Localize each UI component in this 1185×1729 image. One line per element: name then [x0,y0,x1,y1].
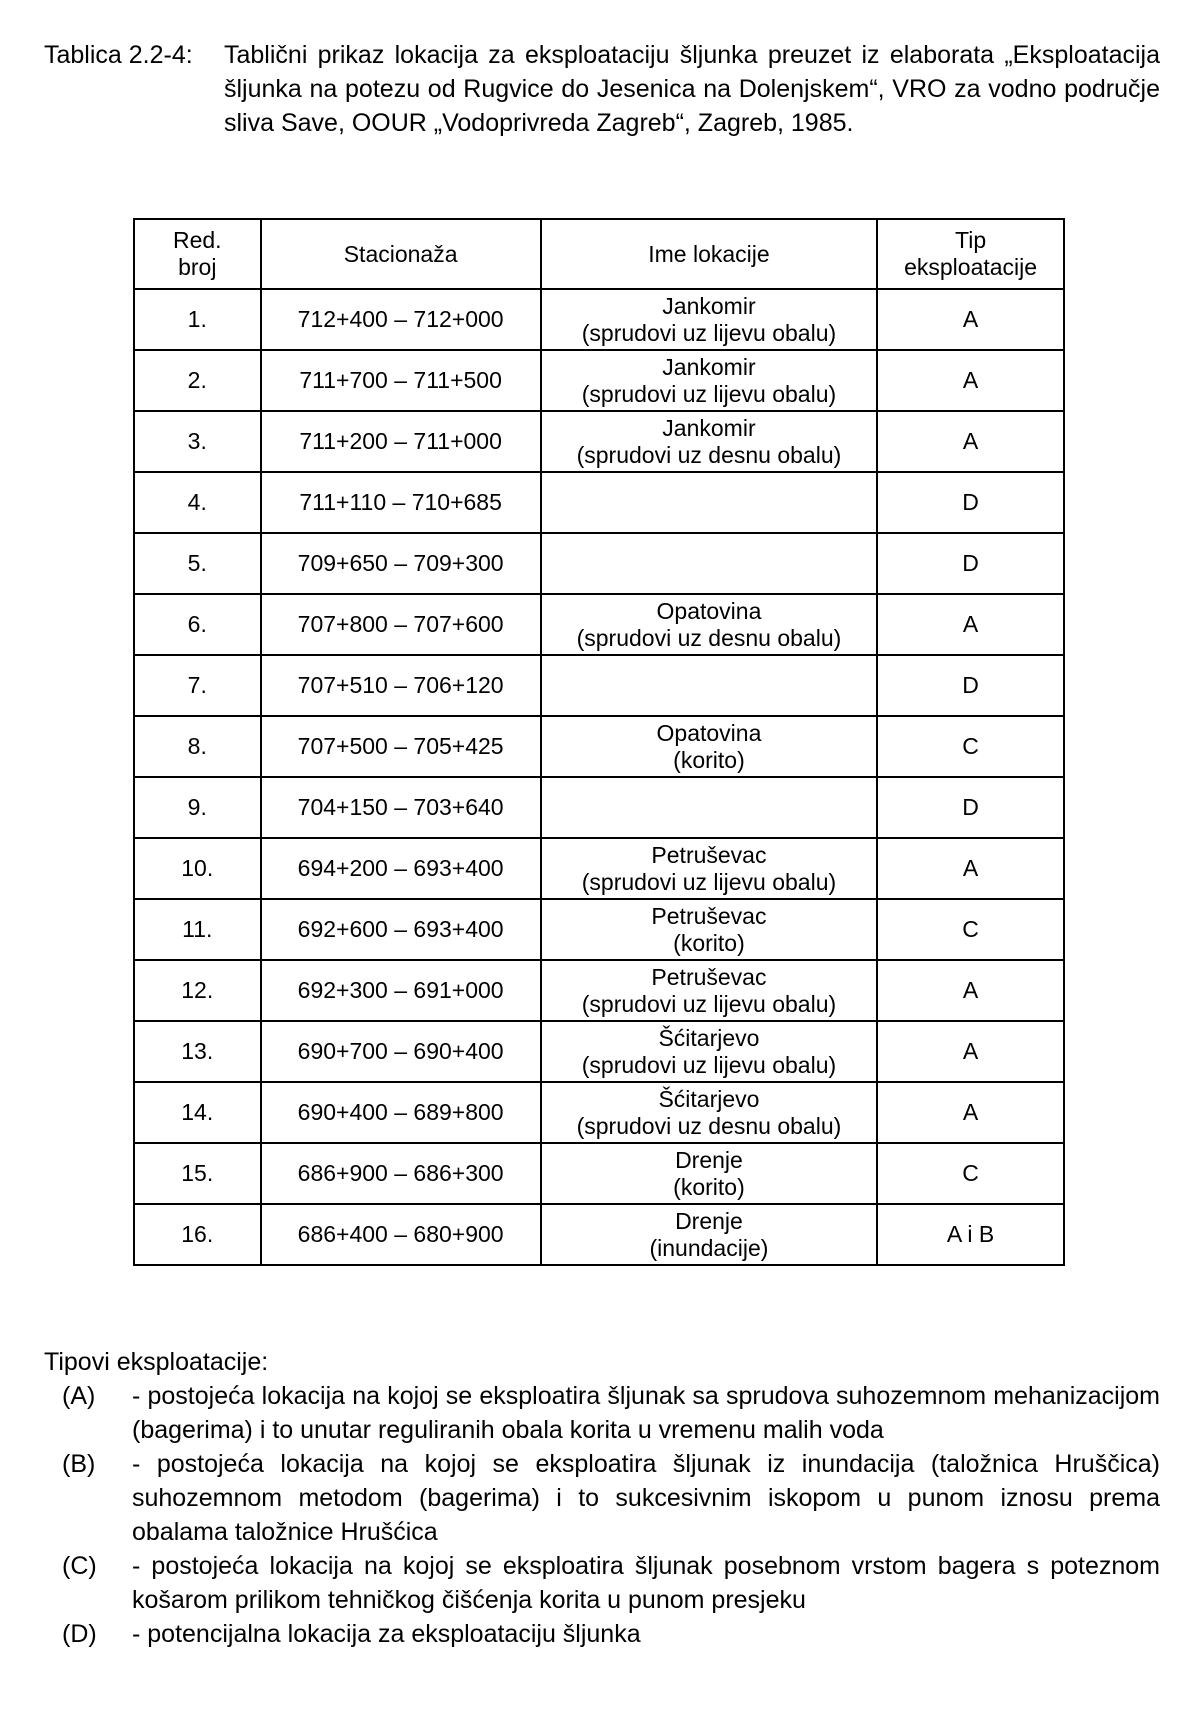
table-row [134,472,1064,533]
location-detail: (sprudovi uz lijevu obalu) [581,319,837,346]
cell-ime-lokacije [541,777,877,838]
location-name: Petruševac [651,963,767,990]
table-row [134,350,1064,411]
table-row [134,838,1064,899]
cell-red-broj: 8. [134,716,261,777]
cell-stacionaza: 686+400 – 680+900 [261,1204,541,1265]
location-detail: (sprudovi uz desnu obalu) [576,1112,842,1139]
legend-title: Tipovi eksploatacije: [44,1348,269,1376]
header-red-broj-line1: Red. [172,227,222,253]
caption-label: Tablica 2.2-4: [44,41,193,69]
cell-ime-lokacije [541,716,877,777]
table-row [134,1082,1064,1143]
header-red-broj [134,219,261,289]
cell-tip-eksploatacije: D [877,533,1064,594]
cell-stacionaza: 711+200 – 711+000 [261,411,541,472]
cell-stacionaza: 707+510 – 706+120 [261,655,541,716]
cell-tip-eksploatacije: A [877,1082,1064,1143]
cell-stacionaza: 694+200 – 693+400 [261,838,541,899]
cell-stacionaza: 690+400 – 689+800 [261,1082,541,1143]
cell-ime-lokacije [541,594,877,655]
cell-red-broj: 4. [134,472,261,533]
cell-red-broj: 2. [134,350,261,411]
location-name: Drenje [675,1207,743,1234]
cell-ime-lokacije [541,533,877,594]
location-detail: (sprudovi uz desnu obalu) [576,441,842,468]
table-row [134,899,1064,960]
table-row [134,594,1064,655]
cell-stacionaza: 692+600 – 693+400 [261,899,541,960]
legend [44,1345,1160,1651]
cell-red-broj: 15. [134,1143,261,1204]
location-detail: (sprudovi uz lijevu obalu) [581,380,837,407]
cell-ime-lokacije [541,899,877,960]
cell-red-broj: 16. [134,1204,261,1265]
legend-item [62,1379,1160,1447]
location-detail: (sprudovi uz lijevu obalu) [581,1051,837,1078]
cell-tip-eksploatacije: A [877,350,1064,411]
legend-key: (D) [62,1620,97,1648]
cell-stacionaza: 704+150 – 703+640 [261,777,541,838]
cell-red-broj: 9. [134,777,261,838]
cell-ime-lokacije [541,1143,877,1204]
cell-red-broj: 3. [134,411,261,472]
location-detail: (sprudovi uz lijevu obalu) [581,990,837,1017]
cell-tip-eksploatacije: A [877,1021,1064,1082]
cell-red-broj: 6. [134,594,261,655]
cell-tip-eksploatacije: D [877,777,1064,838]
cell-ime-lokacije [541,289,877,350]
table-row [134,533,1064,594]
cell-tip-eksploatacije: C [877,899,1064,960]
location-name: Šćitarjevo [658,1024,760,1051]
table-body [134,289,1064,1265]
location-name: Petruševac [651,902,767,929]
cell-red-broj: 11. [134,899,261,960]
cell-ime-lokacije [541,350,877,411]
header-tip-line2: eksploatacije [904,254,1038,280]
cell-tip-eksploatacije: D [877,655,1064,716]
legend-text: - postojeća lokacija na kojoj se eksploatira šljunak sa sprudova suhozemnom mehanizacijom (bagerima) i to unutar reguliranih obala korita u vremenu malih voda [132,1382,1160,1444]
caption-text: Tablični prikaz lokacija za eksploataciju šljunka preuzet iz elaborata „Eksploatacija šljunka na potezu od Rugvice do Jesenica na Dolenjskem“, VRO za vodno područje sliva Save, OOUR „Vodoprivreda Zagreb“, Zagreb, 1985. [224,41,1160,137]
location-name: Petruševac [651,841,767,868]
header-ime-lokacije: Ime lokacije [541,219,877,289]
cell-stacionaza: 712+400 – 712+000 [261,289,541,350]
cell-ime-lokacije [541,655,877,716]
table-row [134,960,1064,1021]
header-tip-eksploatacije [877,219,1064,289]
legend-item [62,1549,1160,1617]
header-red-broj-line2: broj [178,254,217,280]
cell-red-broj: 1. [134,289,261,350]
location-name: Jankomir [662,292,756,319]
legend-text: - potencijalna lokacija za eksploataciju šljunka [132,1620,641,1648]
location-name: Šćitarjevo [658,1085,760,1112]
cell-ime-lokacije [541,1021,877,1082]
cell-ime-lokacije [541,472,877,533]
legend-key: (B) [62,1450,96,1478]
locations-table [133,218,1065,1266]
location-name: Opatovina [656,719,762,746]
legend-item [62,1617,1160,1651]
location-name: Drenje [675,1146,743,1173]
legend-key: (C) [62,1552,97,1580]
cell-red-broj: 12. [134,960,261,1021]
cell-stacionaza: 711+700 – 711+500 [261,350,541,411]
location-detail: (sprudovi uz desnu obalu) [576,624,842,651]
table-header-row [134,219,1064,289]
location-name: Jankomir [662,353,756,380]
cell-tip-eksploatacije: A [877,289,1064,350]
cell-red-broj: 7. [134,655,261,716]
cell-stacionaza: 692+300 – 691+000 [261,960,541,1021]
table-row [134,1021,1064,1082]
table-row [134,777,1064,838]
cell-ime-lokacije [541,838,877,899]
table-row [134,1143,1064,1204]
cell-red-broj: 10. [134,838,261,899]
cell-red-broj: 13. [134,1021,261,1082]
cell-stacionaza: 686+900 – 686+300 [261,1143,541,1204]
cell-stacionaza: 709+650 – 709+300 [261,533,541,594]
legend-key: (A) [62,1382,96,1410]
cell-ime-lokacije [541,1204,877,1265]
location-detail: (korito) [673,1173,745,1200]
location-detail: (korito) [673,746,745,773]
cell-red-broj: 5. [134,533,261,594]
legend-item [62,1447,1160,1549]
header-stacionaza: Stacionaža [261,219,541,289]
header-tip-line1: Tip [955,227,987,253]
location-detail: (inundacije) [649,1234,769,1261]
cell-tip-eksploatacije: C [877,716,1064,777]
cell-stacionaza: 707+500 – 705+425 [261,716,541,777]
cell-ime-lokacije [541,411,877,472]
table-caption [44,38,1160,140]
table-row [134,716,1064,777]
cell-stacionaza: 690+700 – 690+400 [261,1021,541,1082]
cell-tip-eksploatacije: A [877,411,1064,472]
location-detail: (korito) [673,929,745,956]
cell-tip-eksploatacije: A [877,960,1064,1021]
legend-items [44,1379,1160,1651]
cell-stacionaza: 707+800 – 707+600 [261,594,541,655]
cell-tip-eksploatacije: A i B [877,1204,1064,1265]
location-name: Jankomir [662,414,756,441]
location-detail: (sprudovi uz lijevu obalu) [581,868,837,895]
cell-stacionaza: 711+110 – 710+685 [261,472,541,533]
cell-tip-eksploatacije: C [877,1143,1064,1204]
legend-text: - postojeća lokacija na kojoj se eksploatira šljunak iz inundacija (taložnica Hruščica) suhozemnom metodom (bagerima) i to sukcesivnim iskopom u punom iznosu prema obalama taložnice Hrušćica [132,1450,1160,1546]
table-row [134,1204,1064,1265]
table-row [134,411,1064,472]
cell-ime-lokacije [541,1082,877,1143]
cell-tip-eksploatacije: A [877,838,1064,899]
cell-tip-eksploatacije: D [877,472,1064,533]
legend-text: - postojeća lokacija na kojoj se eksploatira šljunak posebnom vrstom bagera s poteznom košarom prilikom tehničkog čišćenja korita u punom presjeku [132,1552,1160,1614]
table-row [134,289,1064,350]
cell-ime-lokacije [541,960,877,1021]
location-name: Opatovina [656,597,762,624]
table-row [134,655,1064,716]
cell-red-broj: 14. [134,1082,261,1143]
cell-tip-eksploatacije: A [877,594,1064,655]
